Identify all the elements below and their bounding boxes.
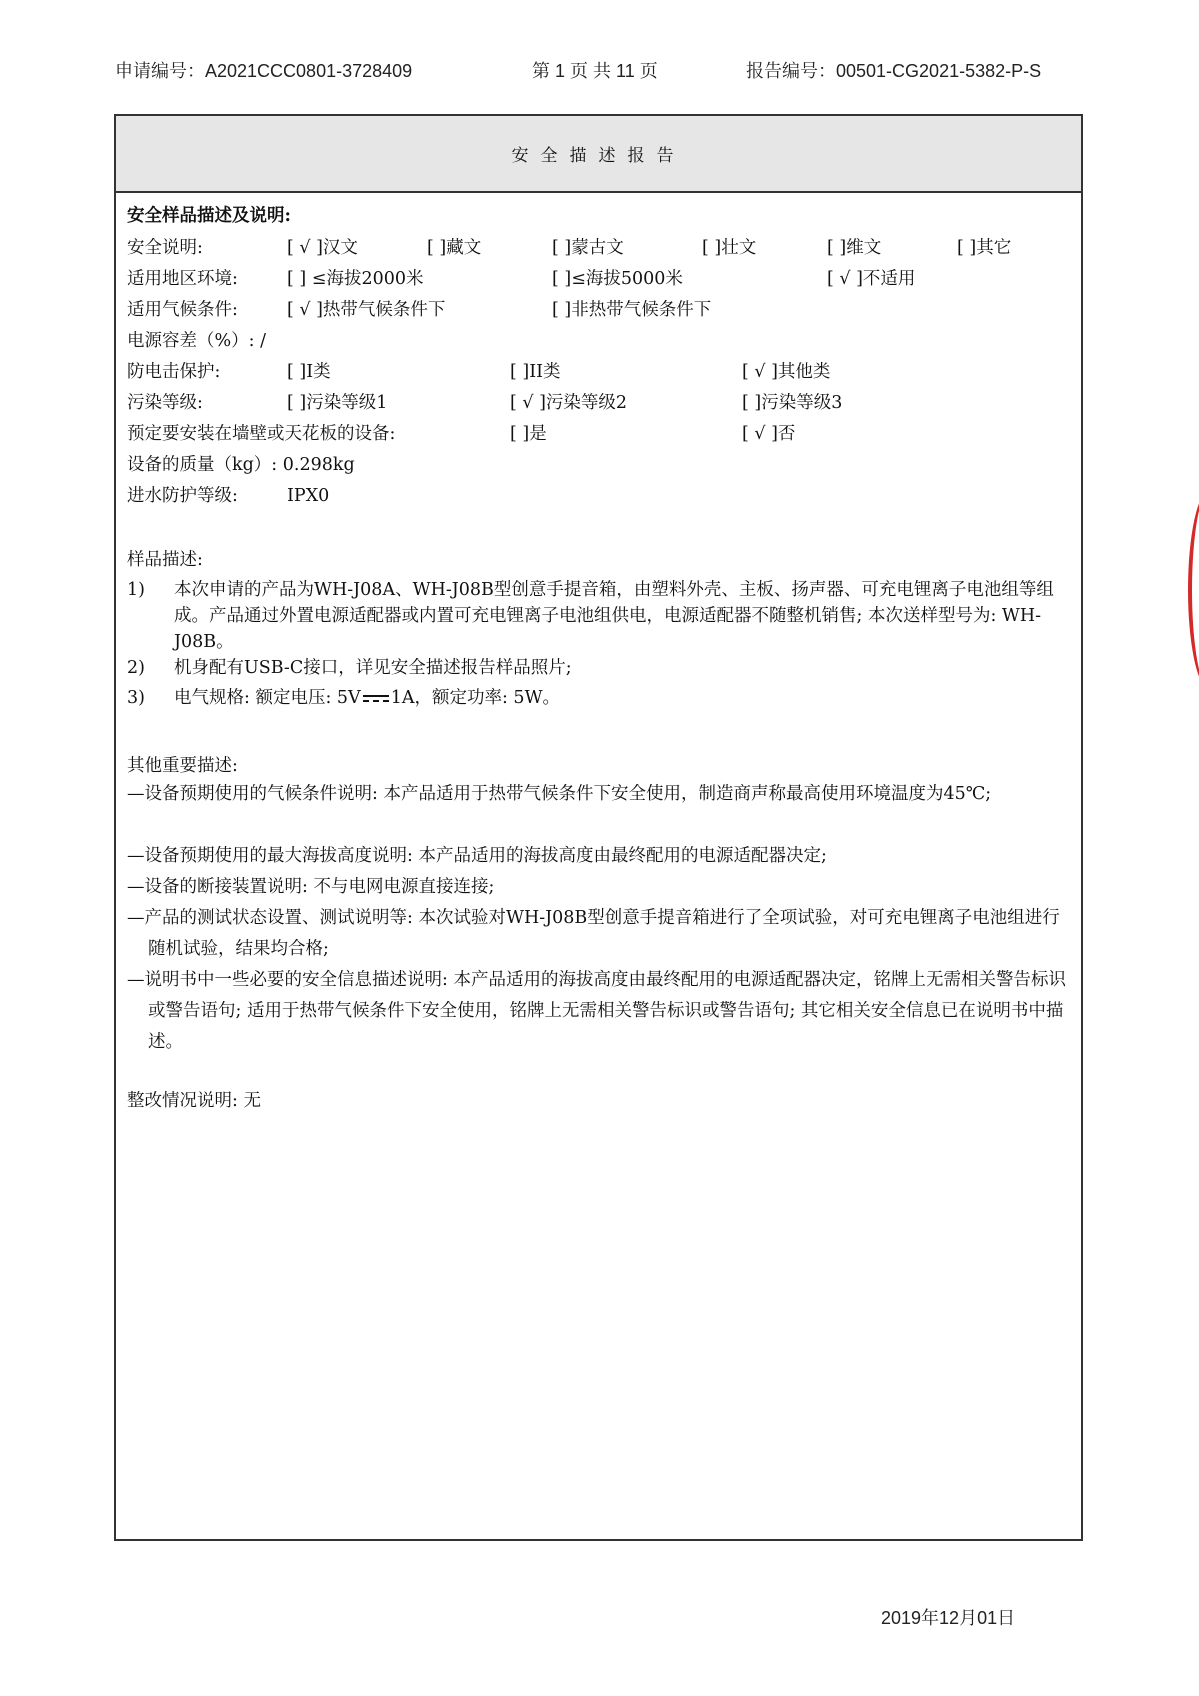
row-label: 污染等级: bbox=[127, 393, 203, 413]
other-desc-item-4: —产品的测试状态设置、测试说明等: 本次试验对WH-J08B型创意手提音箱进行了全项试验，对可充电锂离子电池组进行随机试验，结果均合格; bbox=[127, 908, 1060, 959]
row-label: 进水防护等级: bbox=[127, 486, 238, 506]
option-altitude-2000: [ ] ≤海拔2000米 bbox=[287, 269, 424, 289]
red-seal-stamp bbox=[1188, 490, 1199, 690]
option-class-i: [ ]I类 bbox=[287, 362, 331, 382]
other-desc-item-3: —设备的断接装置说明: 不与电网电源直接连接; bbox=[127, 877, 495, 897]
option-class-ii: [ ]II类 bbox=[510, 362, 561, 382]
other-desc-item-2: —设备预期使用的最大海拔高度说明: 本产品适用的海拔高度由最终配用的电源适配器决定; bbox=[127, 846, 827, 866]
application-number: 申请编号：A2021CCC0801-3728409 bbox=[115, 61, 413, 81]
row-label: 防电击保护: bbox=[127, 362, 221, 382]
row-label: 安全说明: bbox=[127, 238, 203, 258]
row-power-tolerance: 电源容差（%）: / bbox=[127, 331, 266, 351]
footer-date: 2019年12月01日 bbox=[881, 1608, 1016, 1628]
report-title: 安全描述报告 bbox=[116, 116, 1081, 193]
option-pollution-3: [ ]污染等级3 bbox=[742, 393, 843, 413]
option-other: [ ]其它 bbox=[957, 238, 1012, 258]
rectification-note: 整改情况说明: 无 bbox=[127, 1091, 261, 1111]
option-altitude-5000: [ ]≤海拔5000米 bbox=[552, 269, 683, 289]
sample-desc-item-1 bbox=[127, 577, 1077, 659]
option-pollution-2: [ √ ]污染等级2 bbox=[510, 393, 628, 413]
sample-desc-item-3 bbox=[127, 685, 1077, 713]
option-tibetan: [ ]藏文 bbox=[427, 238, 482, 258]
other-desc-item-1: —设备预期使用的气候条件说明: 本产品适用于热带气候条件下安全使用，制造商声称最高使用环境温度为45℃; bbox=[127, 784, 992, 804]
option-uyghur: [ ]维文 bbox=[827, 238, 882, 258]
item-number: 1) bbox=[127, 580, 145, 600]
sample-desc-heading: 样品描述: bbox=[127, 550, 203, 570]
option-no: [ √ ]否 bbox=[742, 424, 796, 444]
item-number: 3) bbox=[127, 688, 145, 708]
option-class-other: [ √ ]其他类 bbox=[742, 362, 831, 382]
option-mongolian: [ ]蒙古文 bbox=[552, 238, 624, 258]
ip-value: IPX0 bbox=[287, 486, 330, 506]
item-text: 机身配有USB-C接口，详见安全描述报告样品照片; bbox=[174, 658, 572, 678]
row-label: 预定要安装在墙壁或天花板的设备: bbox=[127, 424, 396, 444]
option-chinese: [ √ ]汉文 bbox=[287, 238, 358, 258]
page-indicator: 第 1 页 共 11 页 bbox=[532, 61, 658, 81]
row-label: 适用气候条件: bbox=[127, 300, 238, 320]
option-non-tropical: [ ]非热带气候条件下 bbox=[552, 300, 712, 320]
option-not-applicable: [ √ ]不适用 bbox=[827, 269, 916, 289]
row-label: 适用地区环境: bbox=[127, 269, 238, 289]
option-zhuang: [ ]壮文 bbox=[702, 238, 757, 258]
row-mass: 设备的质量（kg）: 0.298kg bbox=[127, 455, 355, 475]
option-tropical: [ √ ]热带气候条件下 bbox=[287, 300, 446, 320]
report-number: 报告编号：00501-CG2021-5382-P-S bbox=[746, 61, 1042, 81]
item-text: 本次申请的产品为WH-J08A、WH-J08B型创意手提音箱，由塑料外壳、主板、扬声器、可充电锂离子电池组等组成。产品通过外置电源适配器或内置可充电锂离子电池组供电，电源适配器不随整机销售; 本次送样型号为: WH-J08B。 bbox=[174, 580, 1054, 652]
other-desc-heading: 其他重要描述: bbox=[127, 756, 238, 776]
dc-symbol-icon bbox=[361, 693, 391, 705]
sample-desc-item-2 bbox=[127, 655, 1077, 683]
option-yes: [ ]是 bbox=[510, 424, 547, 444]
item-text bbox=[174, 685, 1059, 711]
voltage-text: 电气规格: 额定电压: 5V bbox=[174, 688, 361, 708]
report-frame bbox=[114, 114, 1083, 1541]
option-pollution-1: [ ]污染等级1 bbox=[287, 393, 388, 413]
item-number: 2) bbox=[127, 658, 145, 678]
current-power-text: 1A，额定功率: 5W。 bbox=[390, 688, 561, 708]
other-desc-item-5: —说明书中一些必要的安全信息描述说明: 本产品适用的海拔高度由最终配用的电源适配器决定，铭牌上无需相关警告标识或警告语句; 适用于热带气候条件下安全使用，铭牌上无需相关警告标识或警告语句; 其它相关安全信息已在说明书中描述。 bbox=[127, 970, 1066, 1052]
section-heading: 安全样品描述及说明: bbox=[127, 206, 291, 226]
